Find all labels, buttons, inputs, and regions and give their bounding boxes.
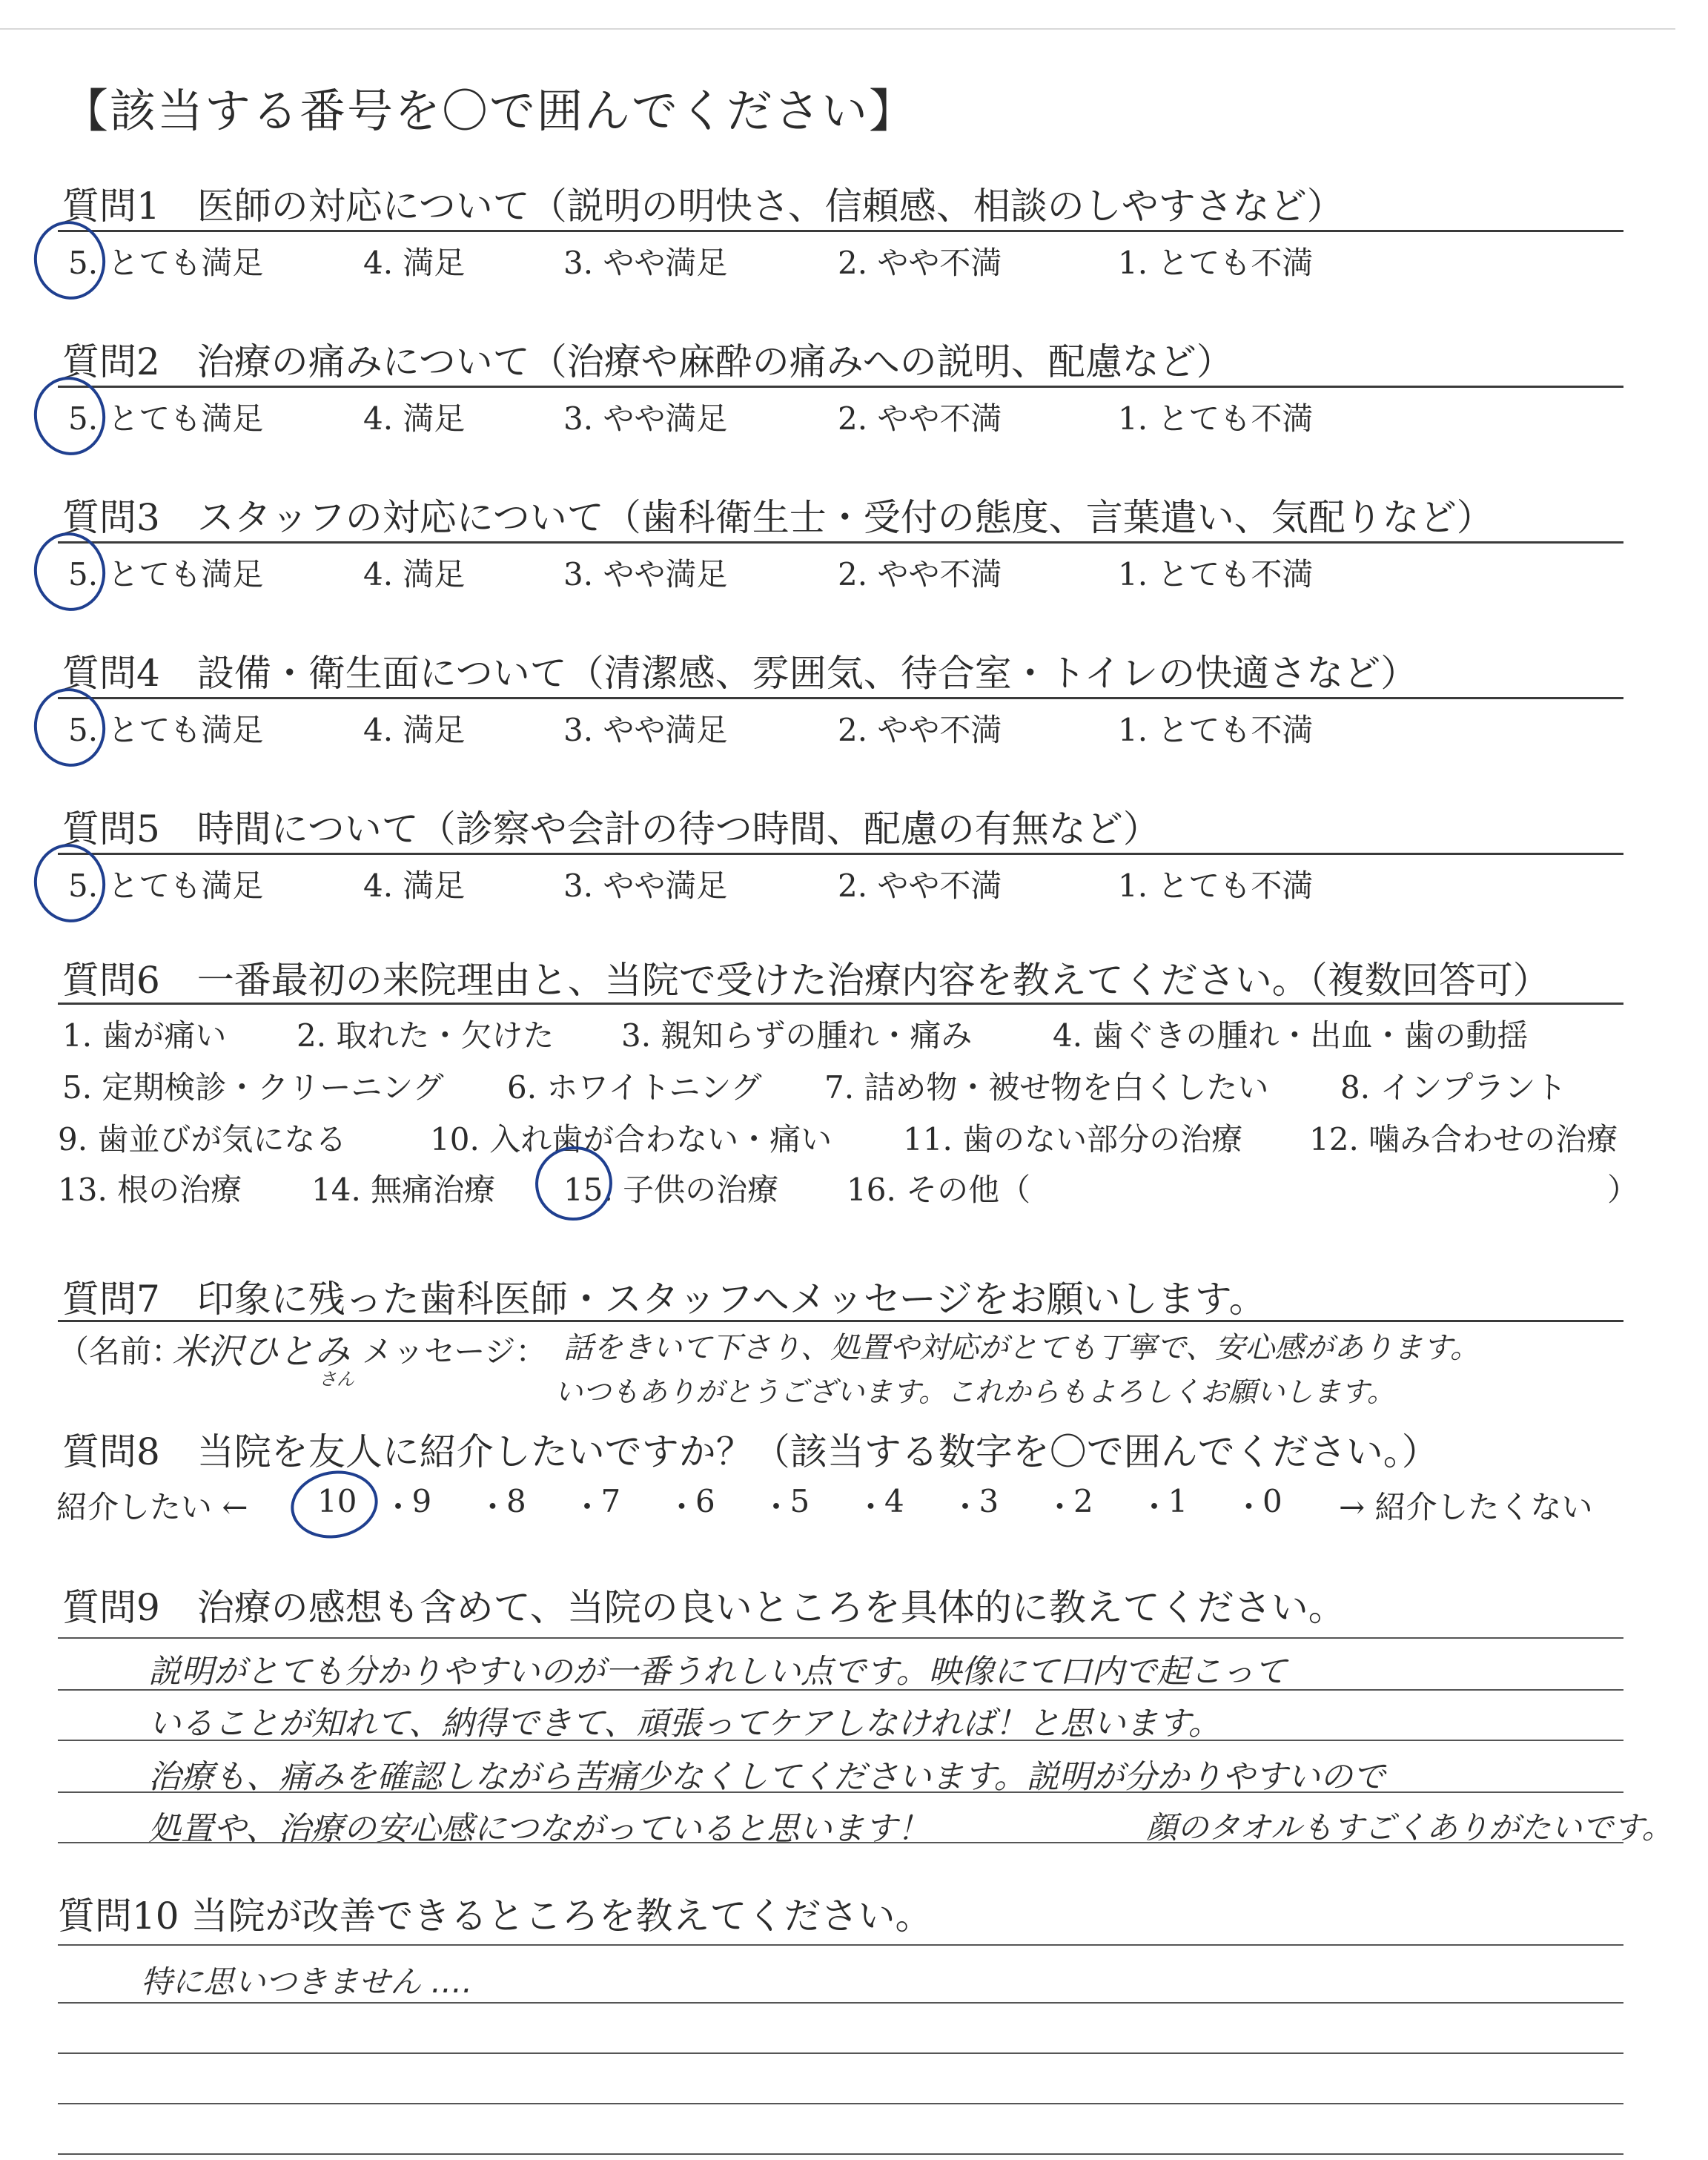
q6-option-12[interactable]: 12. 噛み合わせの治療 bbox=[1309, 1121, 1618, 1157]
q1-option-3[interactable]: 3. やや満足 bbox=[563, 245, 728, 281]
q8-scale-2[interactable]: 2 bbox=[1073, 1483, 1093, 1519]
q6-option-6[interactable]: 6. ホワイトニング bbox=[507, 1069, 762, 1106]
q6-option-3[interactable]: 3. 親知らずの腫れ・痛み bbox=[621, 1017, 973, 1054]
q7-message-label: メッセージ： bbox=[362, 1333, 547, 1370]
q10-rule bbox=[58, 2153, 1623, 2155]
q8-scale-separator: ・ bbox=[477, 1489, 509, 1525]
q6-option-15[interactable]: 15. 子供の治療 bbox=[563, 1172, 779, 1208]
q4-option-3[interactable]: 3. やや満足 bbox=[563, 712, 728, 748]
q8-scale-separator: ・ bbox=[855, 1489, 887, 1525]
q10-rule bbox=[58, 2103, 1623, 2104]
q6-option-8[interactable]: 8. インプラント bbox=[1340, 1069, 1567, 1106]
q5-option-4[interactable]: 4. 満足 bbox=[363, 868, 466, 904]
q6-option-1[interactable]: 1. 歯が痛い bbox=[62, 1017, 227, 1054]
q7-name-value: 米沢ひとみ bbox=[172, 1331, 351, 1373]
q4-option-5[interactable]: 5. とても満足 bbox=[68, 712, 264, 748]
q8-scale-6[interactable]: 6 bbox=[695, 1483, 715, 1519]
q6-option-4[interactable]: 4. 歯ぐきの腫れ・出血・歯の動揺 bbox=[1053, 1017, 1529, 1054]
q3-rule bbox=[58, 541, 1623, 544]
q5-option-5[interactable]: 5. とても満足 bbox=[68, 868, 264, 904]
q9-answer-extra: 顔のタオルもすごくありがたいです。 bbox=[1146, 1809, 1673, 1846]
q10-label: 質問10 当院が改善できるところを教えてください。 bbox=[58, 1895, 933, 1938]
q2-option-1[interactable]: 1. とても不満 bbox=[1118, 400, 1314, 437]
q8-scale-separator: ・ bbox=[950, 1489, 982, 1525]
q6-option-7[interactable]: 7. 詰め物・被せ物を白くしたい bbox=[824, 1069, 1269, 1106]
q8-scale-1[interactable]: 1 bbox=[1168, 1483, 1188, 1519]
q9-answer-line-1: 説明がとても分かりやすいのが一番うれしい点です。映像にて口内で起こって bbox=[148, 1653, 1287, 1691]
q6-other-close: ） bbox=[1607, 1172, 1639, 1208]
q4-label: 質問4 設備・衛生面について（清潔感、雰囲気、待合室・トイレの快適さなど） bbox=[62, 652, 1418, 695]
q3-label: 質問3 スタッフの対応について（歯科衛生士・受付の態度、言葉遣い、気配りなど） bbox=[62, 496, 1494, 539]
q6-option-5[interactable]: 5. 定期検診・クリーニング bbox=[62, 1069, 444, 1106]
q1-option-4[interactable]: 4. 満足 bbox=[363, 245, 466, 281]
q5-option-2[interactable]: 2. やや不満 bbox=[838, 868, 1002, 904]
q1-option-2[interactable]: 2. やや不満 bbox=[838, 245, 1002, 281]
q8-selected-circle bbox=[285, 1464, 383, 1545]
q2-option-3[interactable]: 3. やや満足 bbox=[563, 400, 728, 437]
q5-label: 質問5 時間について（診察や会計の待つ時間、配慮の有無など） bbox=[62, 807, 1160, 851]
q6-option-2[interactable]: 2. 取れた・欠けた bbox=[297, 1017, 555, 1054]
q2-option-2[interactable]: 2. やや不満 bbox=[838, 400, 1002, 437]
q8-scale-separator: ・ bbox=[761, 1489, 792, 1525]
q4-option-2[interactable]: 2. やや不満 bbox=[838, 712, 1002, 748]
q8-scale-5[interactable]: 5 bbox=[790, 1483, 810, 1519]
q7-message-line2: いつもありがとうございます。これからもよろしくお願いします。 bbox=[555, 1375, 1395, 1408]
q2-rule bbox=[58, 386, 1623, 388]
q10-rule bbox=[58, 2002, 1623, 2004]
q7-name-suffix: さん bbox=[319, 1369, 354, 1390]
q6-option-10[interactable]: 10. 入れ歯が合わない・痛い bbox=[430, 1121, 833, 1157]
q8-label: 質問8 当院を友人に紹介したいですか？（該当する数字を〇で囲んでください。） bbox=[62, 1430, 1439, 1473]
q8-scale-separator: ・ bbox=[1233, 1489, 1265, 1525]
q3-option-4[interactable]: 4. 満足 bbox=[363, 556, 466, 592]
q1-option-5[interactable]: 5. とても満足 bbox=[68, 245, 264, 281]
q8-scale-4[interactable]: 4 bbox=[884, 1483, 904, 1519]
q2-option-5[interactable]: 5. とても満足 bbox=[68, 400, 264, 437]
q1-label: 質問1 医師の対応について（説明の明快さ、信頼感、相談のしやすさなど） bbox=[62, 185, 1344, 228]
q6-option-13[interactable]: 13. 根の治療 bbox=[58, 1172, 242, 1208]
q9-label: 質問9 治療の感想も含めて、当院の良いところを具体的に教えてください。 bbox=[62, 1586, 1345, 1629]
q8-scale-3[interactable]: 3 bbox=[979, 1483, 999, 1519]
q2-option-4[interactable]: 4. 満足 bbox=[363, 400, 466, 437]
q4-option-4[interactable]: 4. 満足 bbox=[363, 712, 466, 748]
q9-rule bbox=[58, 1637, 1623, 1639]
q8-left-label: 紹介したい ← bbox=[56, 1489, 248, 1525]
q6-option-9[interactable]: 9. 歯並びが気になる bbox=[58, 1121, 347, 1157]
q8-scale-0[interactable]: 0 bbox=[1262, 1483, 1282, 1519]
q3-option-1[interactable]: 1. とても不満 bbox=[1118, 556, 1314, 592]
q7-name-prefix: （名前： bbox=[58, 1333, 183, 1370]
q10-rule bbox=[58, 2052, 1623, 2054]
q7-message-line1: 話をきいて下さり、処置や対応がとても丁寧で、安心感があります。 bbox=[563, 1331, 1480, 1365]
q5-option-3[interactable]: 3. やや満足 bbox=[563, 868, 728, 904]
q6-option-16[interactable]: 16. その他（ bbox=[847, 1172, 1031, 1208]
q7-label: 質問7 印象に残った歯科医師・スタッフへメッセージをお願いします。 bbox=[62, 1278, 1266, 1321]
q1-rule bbox=[58, 230, 1623, 232]
page-title: 【該当する番号を〇で囲んでください】 bbox=[62, 84, 917, 138]
q9-answer-line-4: 処置や、治療の安心感につながっていると思います！ bbox=[148, 1810, 930, 1848]
q4-option-1[interactable]: 1. とても不満 bbox=[1118, 712, 1314, 748]
q5-option-1[interactable]: 1. とても不満 bbox=[1118, 868, 1314, 904]
q10-answer: 特に思いつきません ‥‥ bbox=[141, 1964, 473, 2000]
q8-scale-8[interactable]: 8 bbox=[506, 1483, 526, 1519]
q8-scale-7[interactable]: 7 bbox=[600, 1483, 621, 1519]
q3-option-3[interactable]: 3. やや満足 bbox=[563, 556, 728, 592]
q6-option-14[interactable]: 14. 無痛治療 bbox=[311, 1172, 496, 1208]
q9-answer-line-2: いることが知れて、納得できて、頑張ってケアしなければ！と思います。 bbox=[148, 1705, 1221, 1743]
q6-rule bbox=[58, 1003, 1623, 1005]
q10-rule bbox=[58, 1944, 1623, 1946]
q8-right-label: → 紹介したくない bbox=[1339, 1489, 1593, 1525]
q8-scale-10[interactable]: 10 bbox=[317, 1483, 357, 1519]
q3-option-2[interactable]: 2. やや不満 bbox=[838, 556, 1002, 592]
q9-answer-line-3: 治療も、痛みを確認しながら苦痛少なくしてくださいます。説明が分かりやすいので bbox=[148, 1758, 1386, 1796]
q8-scale-separator: ・ bbox=[572, 1489, 603, 1525]
q2-label: 質問2 治療の痛みについて（治療や麻酔の痛みへの説明、配慮など） bbox=[62, 340, 1234, 383]
q8-scale-separator: ・ bbox=[383, 1489, 414, 1525]
q6-label: 質問6 一番最初の来院理由と、当院で受けた治療内容を教えてください。（複数回答可） bbox=[62, 959, 1550, 1002]
q3-option-5[interactable]: 5. とても満足 bbox=[68, 556, 264, 592]
q1-option-1[interactable]: 1. とても不満 bbox=[1118, 245, 1314, 281]
q5-rule bbox=[58, 853, 1623, 855]
q6-option-11[interactable]: 11. 歯のない部分の治療 bbox=[903, 1121, 1243, 1157]
q8-scale-separator: ・ bbox=[666, 1489, 698, 1525]
scan-top-edge bbox=[0, 28, 1675, 30]
q7-rule bbox=[58, 1320, 1623, 1322]
q4-rule bbox=[58, 697, 1623, 699]
q8-scale-9[interactable]: 9 bbox=[411, 1483, 432, 1519]
q8-scale-separator: ・ bbox=[1139, 1489, 1171, 1525]
q8-scale-separator: ・ bbox=[1044, 1489, 1076, 1525]
